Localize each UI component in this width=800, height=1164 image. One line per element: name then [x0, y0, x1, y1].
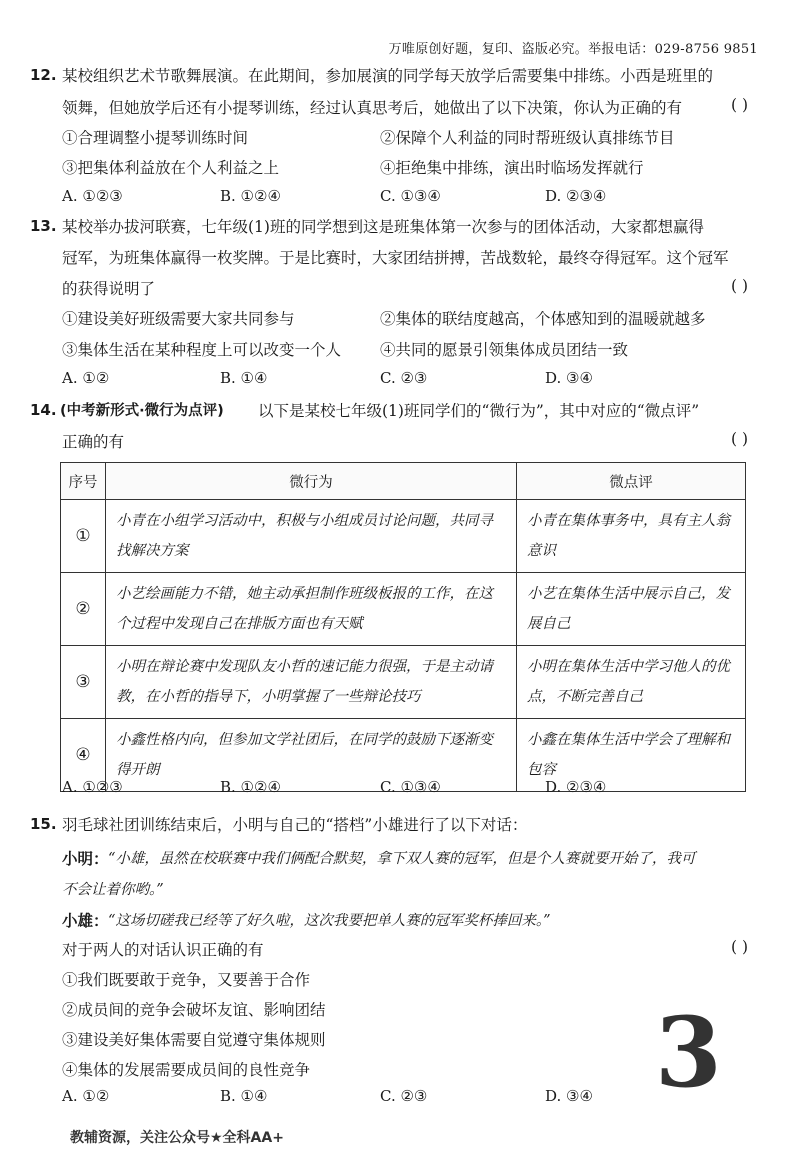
comment-cell: 小明在集体生活中学习他人的优点，不断完善自己 [517, 646, 746, 719]
q12-number: 12. [30, 66, 57, 84]
q14-stem-line2: 正确的有 [62, 433, 125, 451]
behavior-cell: 小明在辩论赛中发现队友小哲的速记能力很强，于是主动请教，在小哲的指导下，小明掌握了一些辩论技巧 [106, 646, 517, 719]
q13-option-2: ②集体的联结度越高，个体感知到的温暖就越多 [380, 310, 706, 328]
q15-choice-d: D. ③④ [545, 1087, 593, 1105]
q13-number: 13. [30, 217, 57, 235]
q15-option-1: ①我们既要敢于竞争，又要善于合作 [62, 971, 311, 989]
table-row [61, 573, 746, 646]
q12-option-3: ③把集体利益放在个人利益之上 [62, 159, 280, 177]
table-header-row [61, 463, 746, 500]
q12-option-4: ④拒绝集中排练，演出时临场发挥就行 [380, 159, 644, 177]
q15-speaker-xiaoxiong: 小雄： [62, 912, 109, 930]
behavior-cell: 小艺绘画能力不错，她主动承担制作班级板报的工作，在这个过程中发现自己在排版方面也有天赋 [106, 573, 517, 646]
q14-choice-a: A. ①②③ [62, 778, 123, 796]
q15-choice-a: A. ①② [62, 1087, 110, 1105]
q15-speech-xiaoming-1: “小雄，虽然在校联赛中我们俩配合默契，拿下双人赛的冠军，但是个人赛就要开始了，我可 [108, 851, 696, 867]
q15-option-2: ②成员间的竞争会破坏友谊、影响团结 [62, 1001, 326, 1019]
table-row [61, 646, 746, 719]
q15-number: 15. [30, 815, 57, 833]
behavior-cell: 小青在小组学习活动中，积极与小组成员讨论问题，共同寻找解决方案 [106, 500, 517, 573]
q15-choice-c: C. ②③ [380, 1087, 428, 1105]
q14-answer-blank: ( ) [730, 430, 748, 448]
q14-stem-line1: 以下是某校七年级(1)班同学们的“微行为”，其中对应的“微点评” [258, 402, 700, 420]
table-header: 微行为 [106, 463, 517, 500]
footer-text: 教辅资源，关注公众号★全科AA+ [70, 1130, 284, 1146]
header-notice: 万唯原创好题，复印、盗版必究。举报电话：029-8756 9851 [388, 42, 758, 57]
q15-speech-xiaoming-2: 不会让着你哟。” [62, 882, 164, 898]
q15-speech-xiaoxiong: “这场切磋我已经等了好久啦，这次我要把单人赛的冠军奖杯捧回来。” [108, 913, 551, 929]
comment-cell: 小青在集体事务中，具有主人翁意识 [517, 500, 746, 573]
behavior-cell: 小鑫性格内向，但参加文学社团后，在同学的鼓励下逐渐变得开朗 [106, 719, 517, 792]
q12-choice-c: C. ①③④ [380, 187, 441, 205]
q14-choice-d: D. ②③④ [545, 778, 607, 796]
q12-choice-b: B. ①②④ [220, 187, 281, 205]
q13-option-3: ③集体生活在某种程度上可以改变一个人 [62, 341, 342, 359]
table-row [61, 500, 746, 573]
q12-option-2: ②保障个人利益的同时帮班级认真排练节目 [380, 129, 675, 147]
q15-stem-line1: 羽毛球社团训练结束后，小明与自己的“搭档”小雄进行了以下对话： [62, 816, 528, 834]
row-number: ④ [61, 719, 106, 792]
q15-choice-b: B. ①④ [220, 1087, 268, 1105]
q14-table [60, 462, 746, 792]
q15-speaker-xiaoming: 小明： [62, 850, 109, 868]
q13-stem-line2: 冠军，为班集体赢得一枚奖牌。于是比赛时，大家团结拼搏，苦战数轮，最终夺得冠军。这个冠军 [62, 249, 729, 267]
q14-choice-b: B. ①②④ [220, 778, 281, 796]
comment-cell: 小鑫在集体生活中学会了理解和包容 [517, 719, 746, 792]
q12-answer-blank: ( ) [730, 96, 748, 114]
q12-stem-line1: 某校组织艺术节歌舞展演。在此期间，参加展演的同学每天放学后需要集中排练。小西是班里的 [62, 67, 714, 85]
q12-choice-a: A. ①②③ [62, 187, 123, 205]
row-number: ① [61, 500, 106, 573]
q13-option-1: ①建设美好班级需要大家共同参与 [62, 310, 295, 328]
q14-tag: (中考新形式·微行为点评) [60, 403, 224, 419]
q15-option-3: ③建设美好集体需要自觉遵守集体规则 [62, 1031, 326, 1049]
q14-number: 14. [30, 401, 57, 419]
q13-option-4: ④共同的愿景引领集体成员团结一致 [380, 341, 629, 359]
table-header: 微点评 [517, 463, 746, 500]
q14-choice-c: C. ①③④ [380, 778, 441, 796]
comment-cell: 小艺在集体生活中展示自己，发展自己 [517, 573, 746, 646]
table-header: 序号 [61, 463, 106, 500]
q13-stem-line1: 某校举办拔河联赛，七年级(1)班的同学想到这是班集体第一次参与的团体活动，大家都想赢得 [62, 218, 704, 236]
q15-answer-blank: ( ) [730, 938, 748, 956]
q13-choice-d: D. ③④ [545, 369, 593, 387]
q13-choice-c: C. ②③ [380, 369, 428, 387]
page-number: 3 [655, 996, 722, 1109]
q13-choice-a: A. ①② [62, 369, 110, 387]
q12-option-1: ①合理调整小提琴训练时间 [62, 129, 249, 147]
q12-choice-d: D. ②③④ [545, 187, 607, 205]
q13-stem-line3: 的获得说明了 [62, 280, 156, 298]
q13-choice-b: B. ①④ [220, 369, 268, 387]
q12-stem-line2: 领舞，但她放学后还有小提琴训练，经过认真思考后，她做出了以下决策，你认为正确的有 [62, 99, 683, 117]
q13-answer-blank: ( ) [730, 277, 748, 295]
row-number: ② [61, 573, 106, 646]
row-number: ③ [61, 646, 106, 719]
q15-stem-line2: 对于两人的对话认识正确的有 [62, 941, 264, 959]
q15-option-4: ④集体的发展需要成员间的良性竞争 [62, 1061, 311, 1079]
